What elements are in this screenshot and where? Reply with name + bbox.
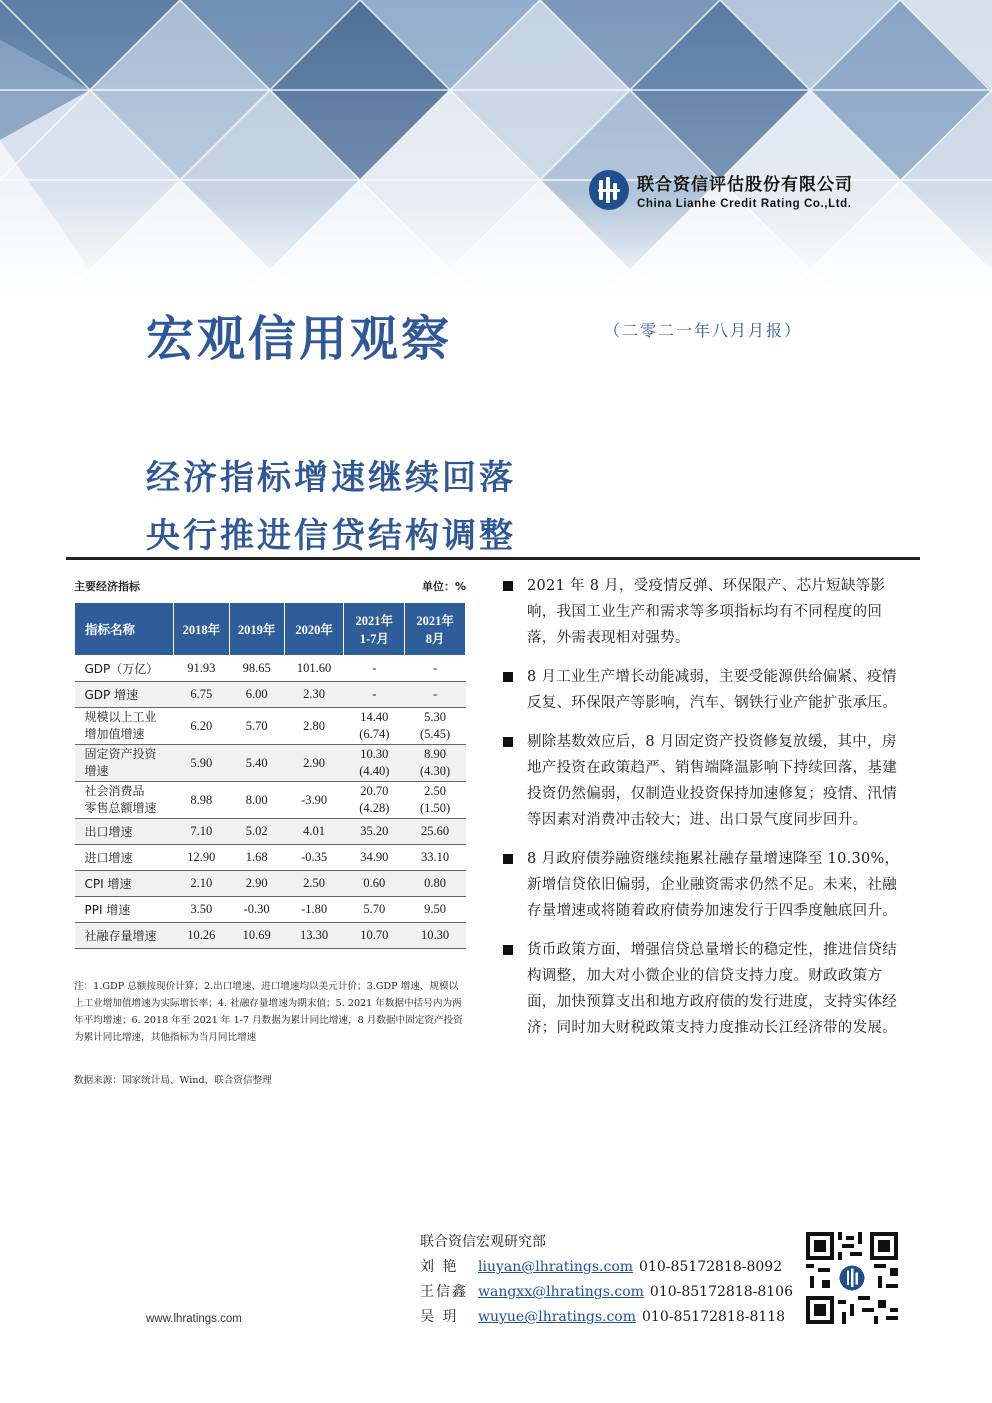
value-cell: 8.98 bbox=[174, 782, 229, 819]
qr-code-icon bbox=[806, 1232, 898, 1324]
value-cell: -0.30 bbox=[229, 897, 284, 923]
value-cell: 10.30 (4.40) bbox=[344, 745, 405, 782]
value-cell: - bbox=[344, 682, 405, 708]
bullet-square-icon bbox=[503, 581, 513, 591]
header-background bbox=[0, 0, 992, 300]
key-point: 8 月工业生产增长动能减弱，主要受能源供给偏紧、疫情反复、环保限产等影响，汽车、钢铁行业产能扩张承压。 bbox=[503, 664, 907, 716]
value-cell: 35.20 bbox=[344, 819, 405, 845]
contact-phone: 010-85172818-8118 bbox=[642, 1309, 786, 1325]
header-2018: 2018年 bbox=[174, 603, 229, 656]
contact-name: 王信鑫 bbox=[420, 1284, 468, 1300]
indicator-name: 社融存量增速 bbox=[75, 923, 174, 949]
website-url[interactable]: www.lhratings.com bbox=[146, 1313, 242, 1325]
contact-row bbox=[420, 1305, 793, 1330]
contact-name: 吴 玥 bbox=[420, 1309, 459, 1325]
indicator-name: 出口增速 bbox=[75, 819, 174, 845]
value-cell: 5.40 bbox=[229, 745, 284, 782]
indicator-name: GDP 增速 bbox=[75, 682, 174, 708]
lianhe-logo-icon bbox=[589, 170, 629, 210]
indicator-name: 固定资产投资 增速 bbox=[75, 745, 174, 782]
value-cell: 8.90 (4.30) bbox=[405, 745, 466, 782]
value-cell: 2.80 bbox=[284, 708, 344, 745]
value-cell: 6.00 bbox=[229, 682, 284, 708]
data-source: 数据来源：国家统计局、Wind，联合资信整理 bbox=[74, 1075, 272, 1086]
value-cell: 6.75 bbox=[174, 682, 229, 708]
value-cell: 5.70 bbox=[344, 897, 405, 923]
value-cell: 7.10 bbox=[174, 819, 229, 845]
key-point: 货币政策方面，增强信贷总量增长的稳定性，推进信贷结构调整，加大对小微企业的信贷支持力度。财政政策方面，加快预算支出和地方政府债的发行进度，支持实体经济；同时加大财税政策支持力度推动长江经济带的发展。 bbox=[503, 937, 907, 1041]
header-2021-jan-jul: 2021年 1-7月 bbox=[344, 603, 405, 656]
contact-email-link[interactable]: wangxx@lhratings.com bbox=[478, 1284, 644, 1300]
indicator-name: CPI 增速 bbox=[75, 871, 174, 897]
bullet-square-icon bbox=[503, 854, 513, 864]
value-cell: 91.93 bbox=[174, 656, 229, 682]
contact-row bbox=[420, 1280, 793, 1305]
value-cell: -3.90 bbox=[284, 782, 344, 819]
value-cell: 10.69 bbox=[229, 923, 284, 949]
table-caption bbox=[74, 578, 466, 594]
contact-block bbox=[420, 1230, 793, 1330]
value-cell: 0.80 bbox=[405, 871, 466, 897]
report-title: 宏观信用观察 bbox=[146, 311, 453, 367]
report-subtitle: （二零二一年八月月报） bbox=[604, 321, 803, 340]
value-cell: 10.26 bbox=[174, 923, 229, 949]
value-cell: 1.68 bbox=[229, 845, 284, 871]
key-point: 剔除基数效应后，8 月固定资产投资修复放缓，其中，房地产投资在政策趋严、销售端降温影响下持续回落，基建投资仍然偏弱，仅制造业投资保持加速修复；疫情、汛情等因素对消费冲击较大；进、出口景气度同步回升。 bbox=[503, 729, 907, 833]
indicator-name: 规模以上工业 增加值增速 bbox=[75, 708, 174, 745]
contact-email-link[interactable]: wuyue@lhratings.com bbox=[478, 1309, 637, 1325]
table-row bbox=[75, 782, 466, 819]
value-cell: 33.10 bbox=[405, 845, 466, 871]
value-cell: 10.70 bbox=[344, 923, 405, 949]
indicator-name: GDP（万亿） bbox=[75, 656, 174, 682]
value-cell: 2.30 bbox=[284, 682, 344, 708]
value-cell: 25.60 bbox=[405, 819, 466, 845]
table-title: 主要经济指标 bbox=[74, 580, 140, 593]
bullet-square-icon bbox=[503, 945, 513, 955]
header-indicator: 指标名称 bbox=[75, 603, 174, 656]
table-row bbox=[75, 745, 466, 782]
value-cell: 98.65 bbox=[229, 656, 284, 682]
indicator-name: 社会消费品 零售总额增速 bbox=[75, 782, 174, 819]
divider bbox=[66, 557, 920, 560]
value-cell: 10.30 bbox=[405, 923, 466, 949]
value-cell: 6.20 bbox=[174, 708, 229, 745]
company-name-en: China Lianhe Credit Rating Co.,Ltd. bbox=[637, 198, 852, 210]
table-row bbox=[75, 871, 466, 897]
indicator-name: PPI 增速 bbox=[75, 897, 174, 923]
value-cell: - bbox=[405, 682, 466, 708]
table-row bbox=[75, 923, 466, 949]
value-cell: 9.50 bbox=[405, 897, 466, 923]
table-row bbox=[75, 656, 466, 682]
indicator-name: 进口增速 bbox=[75, 845, 174, 871]
value-cell: 5.70 bbox=[229, 708, 284, 745]
contact-phone: 010-85172818-8092 bbox=[639, 1259, 783, 1275]
economic-indicators-table bbox=[74, 602, 466, 949]
value-cell: 12.90 bbox=[174, 845, 229, 871]
value-cell: 0.60 bbox=[344, 871, 405, 897]
key-points bbox=[503, 573, 907, 1054]
value-cell: 14.40 (6.74) bbox=[344, 708, 405, 745]
value-cell: 2.10 bbox=[174, 871, 229, 897]
table-header-row bbox=[75, 603, 466, 656]
table-row bbox=[75, 682, 466, 708]
header-2021-aug: 2021年 8月 bbox=[405, 603, 466, 656]
contact-row bbox=[420, 1255, 793, 1280]
key-point: 2021 年 8 月，受疫情反弹、环保限产、芯片短缺等影响，我国工业生产和需求等多项指标均有不同程度的回落，外需表现相对强势。 bbox=[503, 573, 907, 651]
table-row bbox=[75, 708, 466, 745]
table-row bbox=[75, 897, 466, 923]
value-cell: -0.35 bbox=[284, 845, 344, 871]
company-name-cn: 联合资信评估股份有限公司 bbox=[637, 175, 853, 195]
value-cell: 2.90 bbox=[284, 745, 344, 782]
company-logo bbox=[589, 166, 853, 214]
contact-name: 刘 艳 bbox=[420, 1259, 459, 1275]
value-cell: 34.90 bbox=[344, 845, 405, 871]
contact-email-link[interactable]: liuyan@lhratings.com bbox=[478, 1259, 634, 1275]
table-row bbox=[75, 819, 466, 845]
value-cell: - bbox=[344, 656, 405, 682]
value-cell: 3.50 bbox=[174, 897, 229, 923]
value-cell: 4.01 bbox=[284, 819, 344, 845]
table-unit: 单位：% bbox=[421, 580, 466, 593]
value-cell: 2.50 (1.50) bbox=[405, 782, 466, 819]
key-point: 8 月政府债券融资继续拖累社融存量增速降至 10.30%，新增信贷依旧偏弱，企业融资需求仍然不足。未来，社融存量增速或将随着政府债券加速发行于四季度触底回升。 bbox=[503, 846, 907, 924]
value-cell: 101.60 bbox=[284, 656, 344, 682]
header-2020: 2020年 bbox=[284, 603, 344, 656]
table-notes: 注：1.GDP 总额按现价计算；2.出口增速、进口增速均以美元计价；3.GDP 增速、规模以上工业增加值增速为实际增长率；4. 社融存量增速为期末值；5. 2021 年数据中括号内为两年平均增速；6. 2018 年至 2021 年 1-7 月数据为累计同比增速，8 月数据中固定资产投资为累计同比增速，其他指标为当月同比增速 bbox=[74, 981, 463, 1043]
contact-phone: 010-85172818-8106 bbox=[649, 1284, 793, 1300]
value-cell: 8.00 bbox=[229, 782, 284, 819]
headline-line-2: 央行推进信贷结构调整 bbox=[146, 516, 516, 556]
header-2019: 2019年 bbox=[229, 603, 284, 656]
value-cell: 13.30 bbox=[284, 923, 344, 949]
bullet-square-icon bbox=[503, 672, 513, 682]
value-cell: 5.90 bbox=[174, 745, 229, 782]
value-cell: 5.02 bbox=[229, 819, 284, 845]
department-name: 联合资信宏观研究部 bbox=[420, 1234, 546, 1250]
headline-line-1: 经济指标增速继续回落 bbox=[146, 458, 516, 498]
value-cell: 2.90 bbox=[229, 871, 284, 897]
value-cell: 2.50 bbox=[284, 871, 344, 897]
value-cell: -1.80 bbox=[284, 897, 344, 923]
value-cell: 20.70 (4.28) bbox=[344, 782, 405, 819]
table-row bbox=[75, 845, 466, 871]
value-cell: 5.30 (5.45) bbox=[405, 708, 466, 745]
bullet-square-icon bbox=[503, 737, 513, 747]
value-cell: - bbox=[405, 656, 466, 682]
